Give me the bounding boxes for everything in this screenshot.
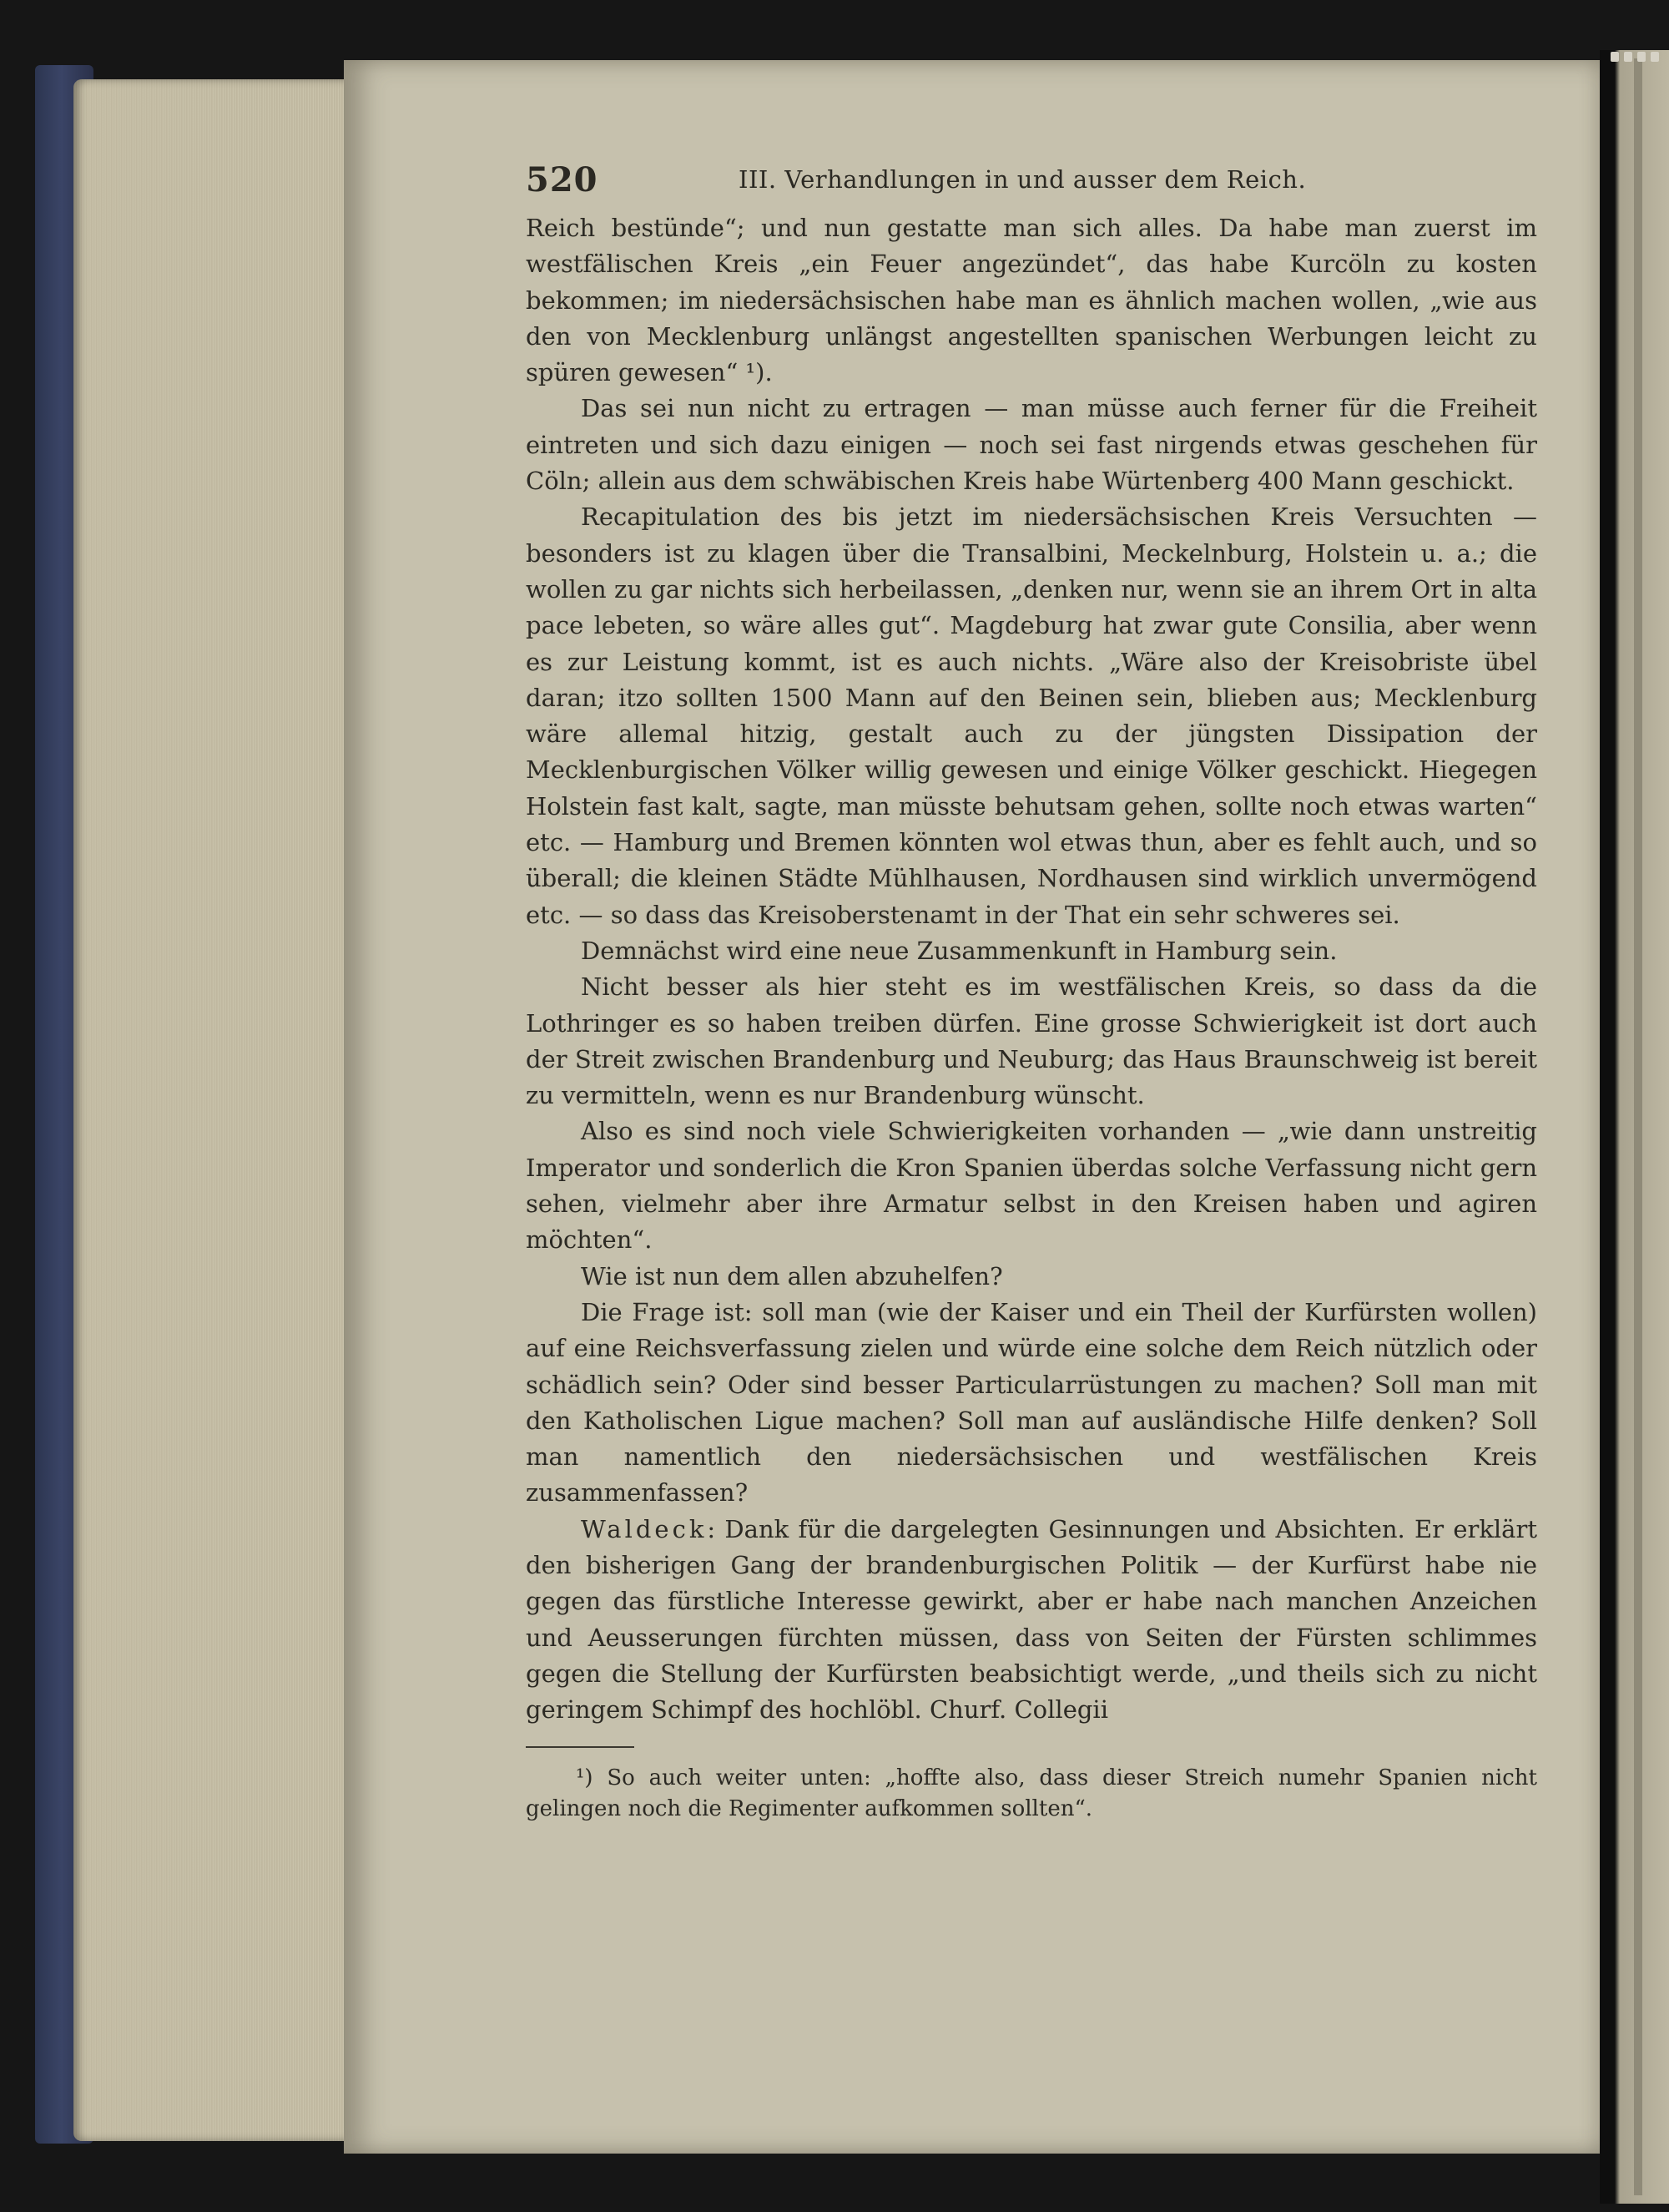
paragraph: Nicht besser als hier steht es im westfälischen Kreis, so dass da die Lothringer es so haben treiben dürfen. Eine grosse Schwierigkeit ist dort auch der Streit zwischen Brandenburg und Neuburg; das Haus Braunschweig ist bereit zu vermitteln, wenn es nur Brandenburg wünscht.: [526, 972, 1537, 1110]
paragraph: Reich bestünde“; und nun gestatte man sich alles. Da habe man zuerst im westfälischen Kreis „ein Feuer angezündet“, das habe Kurcöln zu kosten bekommen; im niedersächsischen habe man es ähnlich machen wollen, „wie aus den von Mecklenburg unlängst angestellten spanischen Werbungen leicht zu spüren gewesen“ ¹).: [526, 214, 1537, 387]
footnote-rule: [526, 1746, 634, 1748]
binding-bead: [1637, 52, 1646, 62]
binding-bead: [1624, 52, 1632, 62]
page-block-edges: [73, 79, 349, 2141]
footnote-text: ¹) So auch weiter unten: „hoffte also, dass dieser Streich numehr Spanien nicht gelingen noch die Regimenter aufkommen sollten“.: [526, 1765, 1537, 1822]
running-head: [526, 160, 1537, 210]
facing-page-strip: [1634, 58, 1642, 2195]
footnote: [526, 1763, 1537, 1825]
paragraph: Das sei nun nicht zu ertragen — man müsse auch ferner für die Freiheit eintreten und sich dazu einigen — noch sei fast nirgends etwas geschehen für Cöln; allein aus dem schwäbischen Kreis habe Würtenberg 400 Mann geschickt.: [526, 394, 1537, 496]
paragraph-last: [526, 1512, 1537, 1729]
paragraph: Also es sind noch viele Schwierigkeiten vorhanden — „wie dann unstreitig Imperator und sonderlich die Kron Spanien überdas solche Verfassung nicht gern sehen, vielmehr aber ihre Armatur selbst in den Kreisen haben und agiren möchten“.: [526, 1117, 1537, 1255]
binding-bead: [1651, 52, 1659, 62]
paragraph: Die Frage ist: soll man (wie der Kaiser und ein Theil der Kurfürsten wollen) auf eine Reichsverfassung zielen und würde eine solche dem Reich nützlich oder schädlich sein? Oder sind besser Particularrüstungen zu machen? Soll man mit den Katholischen Ligue machen? Soll man auf ausländische Hilfe denken? Soll man namentlich den niedersächsischen und westfälischen Kreis zusammenfassen?: [526, 1297, 1537, 1507]
paragraph: Recapitulation des bis jetzt im niedersächsischen Kreis Versuchten — besonders ist zu klagen über die Transalbini, Meckelnburg, Holstein u. a.; die wollen zu gar nichts sich herbeilassen, „denken nur, wenn sie an ihrem Ort in alta pace lebeten, so wäre alles gut“. Magdeburg hat zwar gute Consilia, aber wenn es zur Leistung kommt, ist es auch nichts. „Wäre also der Kreisobriste übel daran; itzo sollten 1500 Mann auf den Beinen sein, blieben aus; Mecklenburg wäre allemal hitzig, gestalt auch zu der jüngsten Dissipation der Mecklenburgischen Völker willig gewesen und einige Völker geschickt. Hiegegen Holstein fast kalt, sagte, man müsste behutsam gehen, sollte noch etwas warten“ etc. — Hamburg und Bremen könnten wol etwas thun, aber es fehlt auch, und so überall; die kleinen Städte Mühlhausen, Nordhausen sind wirklich unvermögend etc. — so dass das Kreisoberstenamt in der That ein sehr schweres sei.: [526, 502, 1537, 929]
page-text-block: [526, 160, 1537, 1825]
body-text: [526, 210, 1537, 1728]
binding-bead: [1611, 52, 1619, 62]
paragraph: Demnächst wird eine neue Zusammenkunft in Hamburg sein.: [581, 936, 1338, 965]
speaker-name: Waldeck: [581, 1514, 708, 1543]
paragraph-text: : Dank für die dargelegten Gesinnungen und Absichten. Er erklärt den bisherigen Gang der brandenburgischen Politik — der Kurfürst habe nie gegen das fürstliche Interesse gewirkt, aber er habe nach manchen Anzeichen und Aeusserungen fürchten müssen, dass von Seiten der Fürsten schlimmes gegen die Stellung der Kurfürsten beabsichtigt werde, „und theils sich zu nicht geringem Schimpf des hochlöbl. Churf. Collegii: [526, 1514, 1537, 1725]
page-number: 520: [526, 160, 598, 199]
paragraph: Wie ist nun dem allen abzuhelfen?: [581, 1261, 1003, 1290]
running-title: III. Verhandlungen in und ausser dem Reich.: [739, 165, 1307, 194]
